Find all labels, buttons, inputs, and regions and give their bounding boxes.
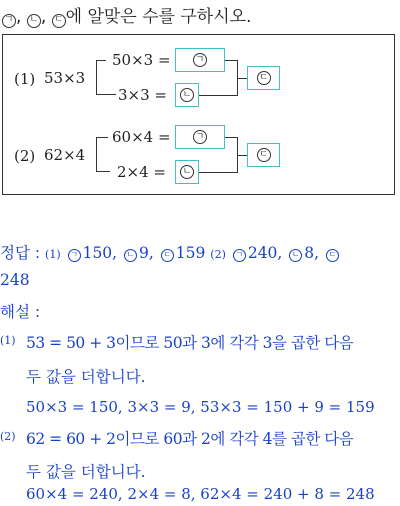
explanation-2-line3: 60×4 = 240, 2×4 = 8, 62×4 = 240 + 8 = 248 <box>26 485 375 503</box>
answer-p1-c: 159 <box>175 244 206 262</box>
explanation-1-line3: 50×3 = 150, 3×3 = 9, 53×3 = 150 + 9 = 159 <box>26 398 375 416</box>
connector <box>199 172 237 173</box>
question-text: 에 알맞은 수를 구하시오. <box>65 7 252 27</box>
explanation-2-line1: 62 = 60 + 2이므로 60과 2에 각각 4를 곱한 다음 <box>26 430 354 448</box>
marker-nieun: ㄴ <box>124 249 137 262</box>
marker-nieun: ㄴ <box>180 88 194 102</box>
marker-giyeok: ㄱ <box>2 14 16 28</box>
marker-giyeok: ㄱ <box>193 130 207 144</box>
problem-2-result-box[interactable] <box>247 143 280 167</box>
marker-giyeok: ㄱ <box>68 249 81 262</box>
question-title: ㄱ , ㄴ , ㄷ 에 알맞은 수를 구하시오. <box>2 2 251 28</box>
problem-1-bracket-top <box>96 60 106 61</box>
problem-1-label: (1) <box>14 70 36 88</box>
problem-2-answer-box-b[interactable] <box>175 160 199 184</box>
problem-1-result-box[interactable] <box>247 66 280 90</box>
marker-digeut: ㄷ <box>161 249 174 262</box>
marker-nieun: ㄴ <box>27 14 41 28</box>
explanation-1-line2: 두 값을 더합니다. <box>26 368 146 386</box>
marker-digeut: ㄷ <box>257 148 271 162</box>
answer-p2-b: 8, <box>304 244 320 262</box>
problem-2-bracket-top <box>96 137 108 138</box>
problem-1-bottom-expression: 3×3 = <box>118 86 167 104</box>
answer-p2-label: (2) <box>210 248 226 261</box>
explanation-1-line1: 53 = 50 + 3이므로 50과 3에 각각 3을 곱한 다음 <box>26 334 354 352</box>
problem-1-bracket-bottom <box>96 94 116 95</box>
explanation-1-label: (1) <box>0 334 16 347</box>
problem-2-bracket-bottom <box>96 171 110 172</box>
explanation-2-line2: 두 값을 더합니다. <box>26 463 146 481</box>
answer-heading: 정답 : <box>0 244 41 262</box>
problem-1-answer-box-b[interactable] <box>175 83 199 107</box>
answer-p1-b: 9, <box>139 244 154 262</box>
marker-digeut: ㄷ <box>326 249 339 262</box>
connector <box>237 155 247 156</box>
marker-digeut: ㄷ <box>52 14 66 28</box>
connector <box>225 137 237 138</box>
connector <box>237 78 247 79</box>
answer-p1-a: 150, <box>82 244 118 262</box>
explanation-2-label: (2) <box>0 430 16 443</box>
connector <box>225 60 237 61</box>
problem-2-expression: 62×4 <box>44 146 86 164</box>
problem-2-bottom-expression: 2×4 = <box>117 163 166 181</box>
answer-p2-c: 248 <box>0 271 30 289</box>
marker-digeut: ㄷ <box>257 71 271 85</box>
problem-2-bracket <box>96 137 97 171</box>
problem-2-label: (2) <box>14 147 36 165</box>
problem-2-top-expression: 60×4 = <box>112 128 171 146</box>
connector <box>199 95 237 96</box>
marker-nieun: ㄴ <box>180 165 194 179</box>
problem-1-answer-box-a[interactable] <box>175 48 225 72</box>
problem-2-answer-box-a[interactable] <box>175 125 225 149</box>
answer-p1-label: (1) <box>45 248 61 261</box>
problem-1-bracket <box>96 60 97 94</box>
marker-nieun: ㄴ <box>289 249 302 262</box>
problem-1-expression: 53×3 <box>44 69 86 87</box>
marker-giyeok: ㄱ <box>193 53 207 67</box>
problem-1-top-expression: 50×3 = <box>112 51 171 69</box>
explanation-heading: 해설 : <box>0 303 41 321</box>
answer-line <box>0 241 341 263</box>
marker-giyeok: ㄱ <box>233 249 246 262</box>
answer-p2-a: 240, <box>247 244 283 262</box>
